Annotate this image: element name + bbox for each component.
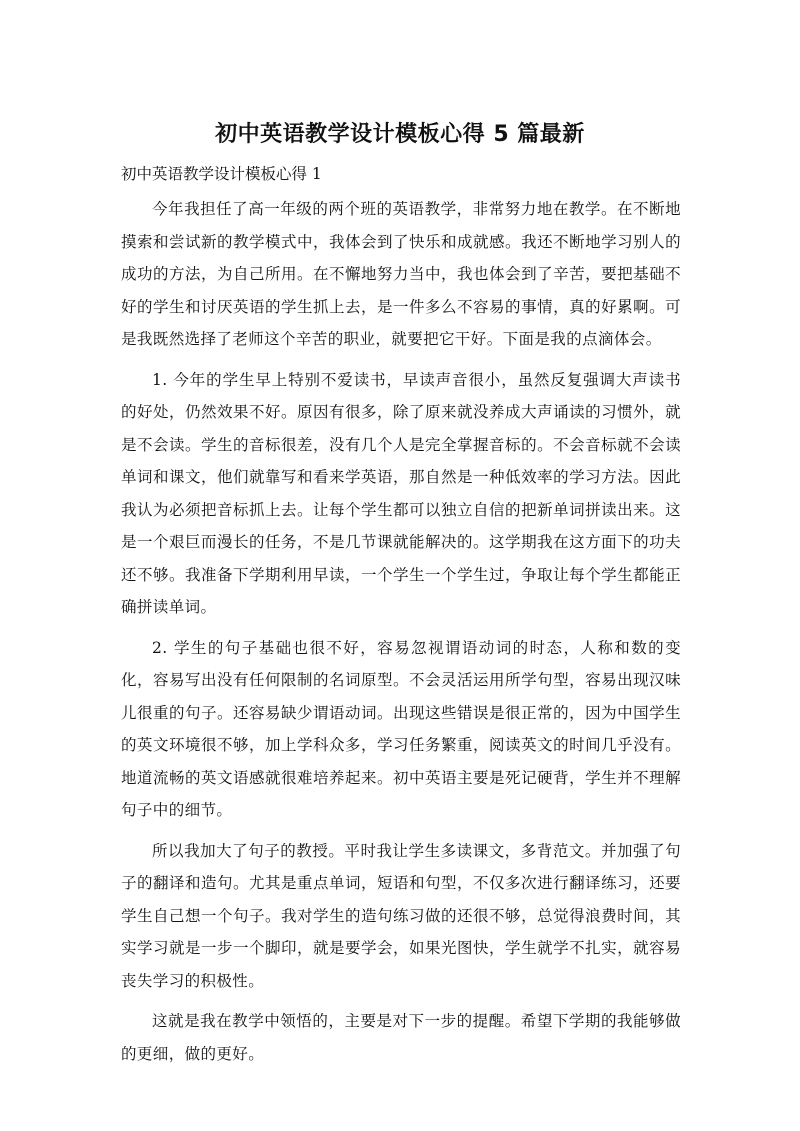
- section-heading: 初中英语教学设计模板心得 1: [121, 165, 322, 183]
- paragraph-conclusion: 这就是我在教学中领悟的，主要是对下一步的提醒。希望下学期的我能够做的更细，做的更好。: [121, 1012, 681, 1063]
- paragraph-intro: 今年我担任了高一年级的两个班的英语教学，非常努力地在教学。在不断地摸索和尝试新的教学模式中，我体会到了快乐和成就感。我还不断地学习别人的成功的方法，为自己所用。在不懈地努力当中，我也体会到了辛苦，要把基础不好的学生和讨厌英语的学生抓上去，是一件多么不容易的事情，真的好累啊。可是我既然选择了老师这个辛苦的职业，就要把它干好。下面是我的点滴体会。: [121, 200, 681, 348]
- paragraph-point-2: 2. 学生的句子基础也很不好，容易忽视谓语动词的时态，人称和数的变化，容易写出没有任何限制的名词原型。不会灵活运用所学句型，容易出现汉味儿很重的句子。还容易缺少谓语动词。出现这些错误是很正常的，因为中国学生的英文环境很不够，加上学科众多，学习任务繁重，阅读英文的时间几乎没有。地道流畅的英文语感就很难培养起来。初中英语主要是死记硬背，学生并不理解句子中的细节。: [121, 638, 681, 819]
- document-body: [121, 193, 681, 1078]
- paragraph-sentence-teaching: 所以我加大了句子的教授。平时我让学生多读课文，多背范文。并加强了句子的翻译和造句。尤其是重点单词，短语和句型，不仅多次进行翻译练习，还要学生自己想一个句子。我对学生的造句练习做的还很不够，总觉得浪费时间，其实学习就是一步一个脚印，就是要学会，如果光图快，学生就学不扎实，就容易丧失学习的积极性。: [121, 841, 681, 990]
- paragraph-point-1: 1. 今年的学生早上特别不爱读书，早读声音很小，虽然反复强调大声读书的好处，仍然效果不好。原因有很多，除了原来就没养成大声诵读的习惯外，就是不会读。学生的音标很差，没有几个人是完全掌握音标的。不会音标就不会读单词和课文，他们就靠写和看来学英语，那自然是一种低效率的学习方法。因此我认为必须把音标抓上去。让每个学生都可以独立自信的把新单词拼读出来。这是一个艰巨而漫长的任务，不是几节课就能解决的。这学期我在这方面下的功夫还不够。我准备下学期利用早读，一个学生一个学生过，争取让每个学生都能正确拼读单词。: [121, 370, 681, 616]
- document-title: 初中英语教学设计模板心得 5 篇最新: [215, 122, 585, 147]
